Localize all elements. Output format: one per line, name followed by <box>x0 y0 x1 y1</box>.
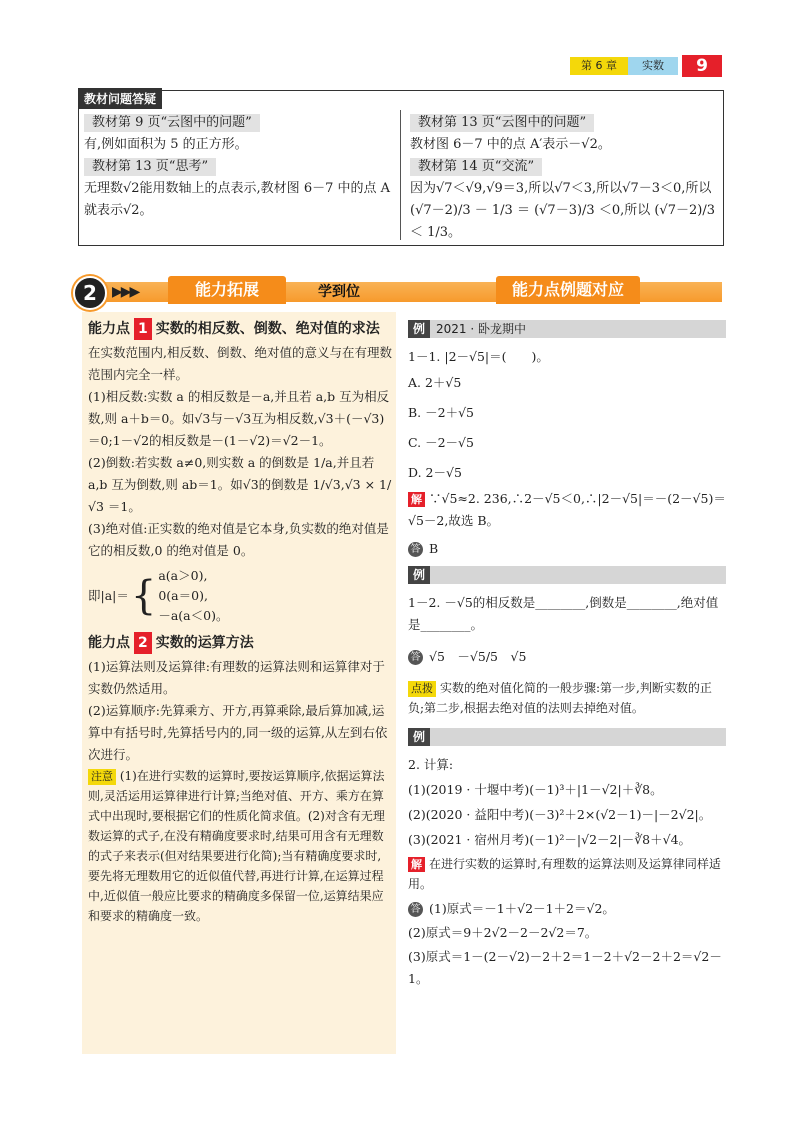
answer-subtag: 教材第 13 页“思考” <box>84 158 216 176</box>
answer-icon: 答 <box>408 650 423 665</box>
answer-subtag: 教材第 9 页“云图中的问题” <box>84 114 260 132</box>
solution-tag: 解 <box>408 492 425 507</box>
triple-arrow-icon: ▶▶▶ <box>112 284 139 300</box>
note-text: (1)在进行实数的运算时,要按运算顺序,依据运算法则,灵活运用运算律进行计算;当绝对值、开方、乘方在算式中出现时,要根据它们的性质化简求值。(2)对含有无理数运算的式子,在没有精确度要求时,结果可用含有无理数的式子来表示(但对结果要进行化简);当有精确度要求时,要先将无理数用它的近似值代替,再进行计算,在运算过程中,近似值一般应比要求的精确度多保留一位,运算结果应和要求的精确度一致。 <box>88 769 385 923</box>
section-tab-ability: 能力拓展 <box>168 276 286 304</box>
textbook-answers-tag: 教材问题答疑 <box>78 88 162 109</box>
page-number: 9 <box>682 55 722 77</box>
option: C. －2－√5 <box>408 435 474 450</box>
abs-case: 0(a＝0), <box>158 588 208 603</box>
answer-subtag: 教材第 13 页“云图中的问题” <box>410 114 594 132</box>
answers-left-column <box>84 112 394 222</box>
answer-icon: 答 <box>408 542 423 557</box>
left-panel <box>88 318 393 926</box>
section-tab-examples: 能力点例题对应 <box>496 276 640 304</box>
answer-text: 有,例如面积为 5 的正方形。 <box>84 137 248 152</box>
answer-text: (1)原式＝－1＋√2－1＋2＝√2。 <box>429 901 615 916</box>
abs-case: －a(a＜0)。 <box>158 608 229 623</box>
answer-line <box>408 898 726 920</box>
note-paragraph <box>88 766 393 926</box>
absolute-value-cases <box>88 566 393 626</box>
answer-text: B <box>429 541 439 556</box>
paragraph: (2)运算顺序:先算乘方、开方,再算乘除,最后算加减,运算中有括号时,先算括号内的,同一级的运算,从左到右依次进行。 <box>88 703 388 762</box>
sub-question: (3)(2021 · 宿州月考)(－1)²－|√2－2|－∛8＋√4。 <box>408 832 692 847</box>
question-text: 2. 计算: <box>408 757 454 772</box>
solution <box>408 854 726 894</box>
answer-text: 无理数√2能用数轴上的点表示,教材图 6－7 中的点 A 就表示√2。 <box>84 181 391 218</box>
example-bar <box>408 566 726 584</box>
abs-case: a(a＞0), <box>158 568 208 583</box>
note-tag: 注意 <box>88 769 116 785</box>
option: D. 2－√5 <box>408 465 462 480</box>
answers-divider <box>400 110 401 240</box>
example-tag: 例 <box>408 566 430 584</box>
answers-right-column <box>410 112 720 244</box>
solution-text: ∵√5≈2. 236,∴2－√5＜0,∴|2－√5|＝－(2－√5)＝√5－2,故选 B。 <box>408 491 726 528</box>
tip-tag: 点拨 <box>408 681 436 697</box>
ability-point-1-heading <box>88 318 393 340</box>
paragraph: (2)倒数:若实数 a≠0,则实数 a 的倒数是 1/a,并且若 a,b 互为倒数,则 ab＝1。如√3的倒数是 1/√3,√3 × 1/√3 ＝1。 <box>88 455 392 514</box>
solution <box>408 488 726 532</box>
question-text: 1－1. |2－√5|＝( )。 <box>408 349 549 364</box>
paragraph: (1)相反数:实数 a 的相反数是－a,并且若 a,b 互为相反数,则 a＋b＝0。如√3与－√3互为相反数,√3＋(－√3)＝0;1－√2的相反数是－(1－√2)＝√2－1。 <box>88 389 390 448</box>
answer-icon: 答 <box>408 902 423 917</box>
ability-point-2-heading <box>88 632 393 654</box>
chapter-label: 第 6 章 <box>570 57 628 75</box>
ability-point-label: 能力点 <box>88 635 130 651</box>
example-tag: 例 <box>408 320 430 338</box>
solution-tag: 解 <box>408 857 425 872</box>
option: B. －2＋√5 <box>408 405 475 420</box>
tip-paragraph <box>408 678 726 718</box>
solution-text: 在进行实数的运算时,有理数的运算法则及运算律同样适用。 <box>408 857 721 891</box>
answer <box>408 646 726 668</box>
answer-line: (3)原式＝1－(2－√2)－2＋2＝1－2＋√2－2＋2＝√2－1。 <box>408 949 722 986</box>
section-number-badge: 2 <box>73 276 107 310</box>
paragraph: (1)运算法则及运算律:有理数的运算法则和运算律对于实数仍然适用。 <box>88 659 385 696</box>
ability-point-number: 2 <box>134 632 152 654</box>
paragraph: 在实数范围内,相反数、倒数、绝对值的意义与在有理数范围内完全一样。 <box>88 345 392 382</box>
example-source: 2021 · 卧龙期中 <box>436 322 526 336</box>
abs-lead: 即|a|＝ <box>88 588 129 603</box>
left-brace: { <box>130 573 157 619</box>
example-tag: 例 <box>408 728 430 746</box>
example-bar <box>408 320 726 338</box>
tip-text: 实数的绝对值化简的一般步骤:第一步,判断实数的正负;第二步,根据去绝对值的法则去掉绝对值。 <box>408 681 712 715</box>
answer <box>408 538 726 560</box>
answer-line: (2)原式＝9＋2√2－2－2√2＝7。 <box>408 925 598 940</box>
sub-question: (1)(2019 · 十堰中考)(－1)³＋|1－√2|＋∛8。 <box>408 782 663 797</box>
ability-point-label: 能力点 <box>88 321 130 337</box>
answer-text: √5 －√5/5 √5 <box>429 649 527 664</box>
answer-text: 教材图 6－7 中的点 A′表示－√2。 <box>410 137 611 152</box>
answer-text: 因为√7＜√9,√9＝3,所以√7＜3,所以√7－3＜0,所以 (√7－2)/3 － 1/3 ＝ (√7－3)/3 ＜0,所以 (√7－2)/3 ＜ 1/3。 <box>410 181 715 240</box>
answer-subtag: 教材第 14 页“交流” <box>410 158 542 176</box>
ability-point-title: 实数的运算方法 <box>155 635 254 651</box>
options-list <box>408 368 726 488</box>
question-text: 1－2. －√5的相反数是________,倒数是________,绝对值是________。 <box>408 595 719 632</box>
section-subtitle: 学到位 <box>318 284 360 300</box>
paragraph: (3)绝对值:正实数的绝对值是它本身,负实数的绝对值是它的相反数,0 的绝对值是 0。 <box>88 521 389 558</box>
chapter-title: 实数 <box>628 57 678 75</box>
option: A. 2＋√5 <box>408 375 462 390</box>
sub-question: (2)(2020 · 益阳中考)(－3)²＋2×(√2－1)－|－2√2|。 <box>408 807 712 822</box>
ability-point-number: 1 <box>134 318 152 340</box>
ability-point-title: 实数的相反数、倒数、绝对值的求法 <box>155 321 380 337</box>
right-panel <box>408 318 726 992</box>
example-bar <box>408 728 726 746</box>
